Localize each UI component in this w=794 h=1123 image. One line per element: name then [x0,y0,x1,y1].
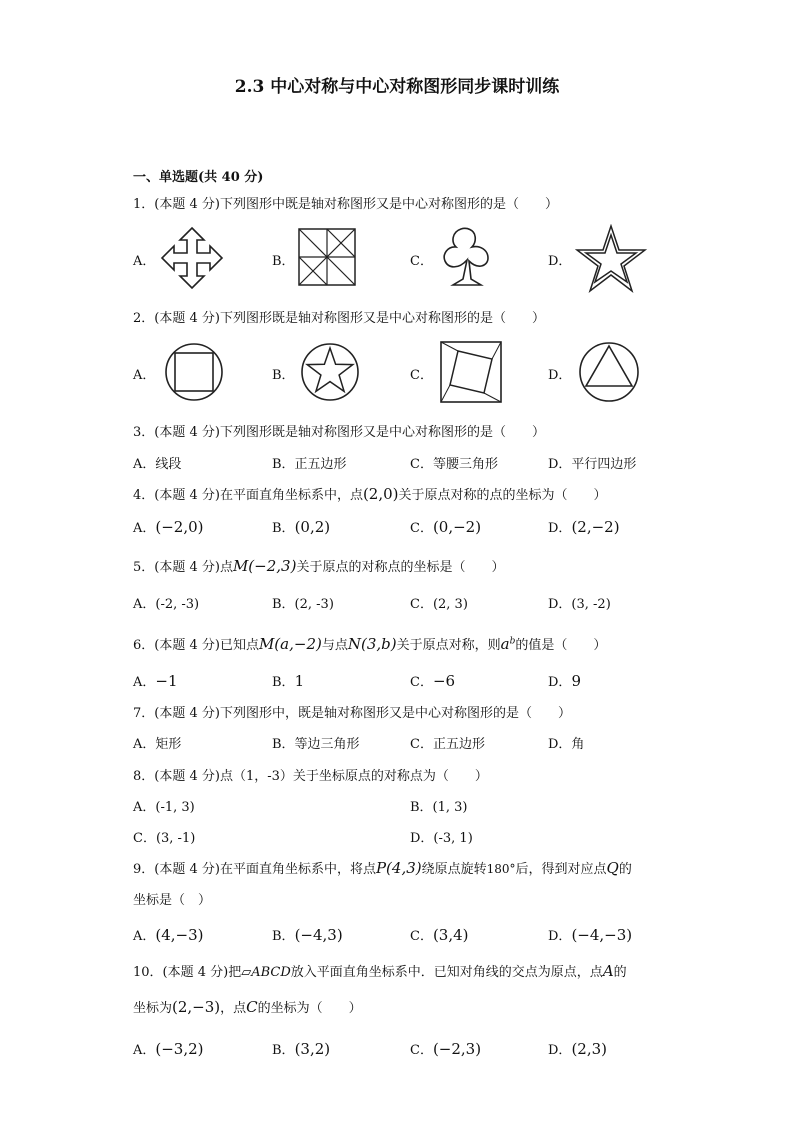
q9-q: Q [606,859,619,877]
q9-mid: 绕原点旋转 [421,862,487,877]
question-4-stem [133,484,607,503]
q10-option-d[interactable] [548,1039,607,1058]
q4-option-b[interactable] [272,517,330,536]
question-10-stem-line2 [133,997,362,1016]
question-3-stem: 3．(本题 4 分)下列图形既是轴对称图形又是中心对称图形的是（ ） [133,425,545,440]
q4-stem-pre: 4．(本题 4 分)在平面直角坐标系中，点 [133,488,363,503]
q2-option-d-label[interactable]: D． [548,368,572,383]
q10-coord: (2,−3) [172,998,221,1016]
q10-a: A [602,962,614,980]
option-value: (−4,3) [294,926,343,944]
q1-option-d-label[interactable]: D． [548,254,572,269]
q5-option-d[interactable]: D．(3, -2) [548,597,611,612]
q6-n-point: N(3,b) [347,635,397,653]
q6-option-c[interactable] [410,671,455,690]
q9-option-a[interactable] [133,925,204,944]
option-label: D． [548,929,572,944]
q8-option-d[interactable]: D．(-3, 1) [410,831,473,846]
option-value: −6 [432,672,456,690]
q4-option-c[interactable] [410,517,481,536]
q10-line2-post: 的坐标为（ ） [257,1001,362,1016]
q1-option-a-label[interactable]: A． [133,254,156,269]
club-icon [436,224,498,288]
q2-option-b-label[interactable]: B． [272,368,295,383]
q3-option-b[interactable]: B．正五边形 [272,457,347,472]
question-2-stem: 2．(本题 4 分)下列图形既是轴对称图形又是中心对称图形的是（ ） [133,311,545,326]
q10-stem-pre: 10．(本题 4 分)把 [133,965,242,980]
q1-option-b-label[interactable]: B． [272,254,295,269]
q4-option-a[interactable] [133,517,204,536]
q8-option-a[interactable]: A．(-1, 3) [133,800,195,815]
q5-stem-post: 关于原点的对称点的坐标是（ ） [296,560,505,575]
q7-option-d[interactable]: D．角 [548,737,585,752]
option-value: −1 [155,672,178,690]
q9-stem-pre: 9．(本题 4 分)在平面直角坐标系中，将点 [133,862,376,877]
q2-option-c-label[interactable]: C． [410,368,433,383]
question-9-stem-line2: 坐标是（ ） [133,893,212,908]
option-value: (3,2) [294,1040,331,1058]
four-arrow-cross-icon [160,226,224,290]
q7-option-c[interactable]: C．正五边形 [410,737,485,752]
option-value: (3,4) [432,926,469,944]
q10-option-c[interactable] [410,1039,481,1058]
option-label: B． [272,1043,295,1058]
q4-option-d[interactable] [548,517,620,536]
q10-line2-pre: 坐标为 [133,1001,173,1016]
option-value: 9 [571,672,581,690]
option-label: D． [548,521,572,536]
option-label: D． [548,675,572,690]
option-value: (−2,0) [155,518,204,536]
q1-option-c-label[interactable]: C． [410,254,433,269]
q4-stem-post: 关于原点对称的点的坐标为（ ） [398,488,607,503]
q10-stem-post: 的 [613,965,627,980]
option-label: C． [410,521,433,536]
q3-option-d[interactable]: D．平行四边形 [548,457,637,472]
option-label: A． [133,929,156,944]
q9-stem-post: 的 [618,862,632,877]
q5-option-c[interactable]: C．(2, 3) [410,597,468,612]
q3-option-a[interactable]: A．线段 [133,457,182,472]
q10-option-a[interactable] [133,1039,204,1058]
q10-option-b[interactable] [272,1039,330,1058]
option-value: (4,−3) [155,926,204,944]
q10-line2-mid: ，点 [220,1001,247,1016]
question-1-stem: 1．(本题 4 分)下列图形中既是轴对称图形又是中心对称图形的是（ ） [133,197,558,212]
option-label: B． [272,675,295,690]
rotated-square-in-square-icon [440,341,502,403]
q9-option-c[interactable] [410,925,469,944]
question-9-stem [133,858,632,877]
square-in-circle-icon [164,342,224,402]
q6-option-b[interactable] [272,671,304,690]
q9-point: P(4,3) [375,859,422,877]
q6-stem-pre: 6．(本题 4 分)已知点 [133,638,259,653]
q7-option-b[interactable]: B．等边三角形 [272,737,360,752]
question-6-stem [133,634,606,653]
q9-angle: 180° [486,862,516,876]
q6-option-a[interactable] [133,671,178,690]
q6-mid2: 关于原点对称，则 [396,638,501,653]
option-value: (−3,2) [155,1040,204,1058]
q5-option-a[interactable]: A．(-2, -3) [133,597,200,612]
question-7-stem: 7．(本题 4 分)下列图形中，既是轴对称图形又是中心对称图形的是（ ） [133,706,571,721]
q6-exponent: b [509,636,516,647]
q5-option-b[interactable]: B．(2, -3) [272,597,334,612]
q10-shape: ▱ABCD [241,965,291,980]
q2-option-a-label[interactable]: A． [133,368,156,383]
q5-stem-pre: 5．(本题 4 分)点 [133,560,233,575]
q9-option-d[interactable] [548,925,632,944]
option-label: A． [133,521,156,536]
question-8-stem: 8．(本题 4 分)点（1，-3）关于坐标原点的对称点为（ ） [133,769,488,784]
q8-option-c[interactable]: C．(3, -1) [133,831,196,846]
q7-option-a[interactable]: A．矩形 [133,737,182,752]
q6-base: a [500,635,510,653]
q6-option-d[interactable] [548,671,581,690]
option-label: C． [410,1043,433,1058]
section-heading: 一、单选题(共 40 分) [133,170,264,185]
q6-m-point: M(a,−2) [258,635,322,653]
option-value: (−4,−3) [571,926,633,944]
q8-option-b[interactable]: B．(1, 3) [410,800,468,815]
q10-mid: 放入平面直角坐标系中．已知对角线的交点为原点，点 [290,965,603,980]
option-label: C． [410,929,433,944]
option-value: (0,2) [294,518,331,536]
option-value: (−2,3) [432,1040,482,1058]
option-label: B． [272,929,295,944]
option-value: (2,−2) [571,518,620,536]
q6-stem-post: 的值是（ ） [515,638,607,653]
triangle-in-circle-icon [578,341,640,403]
option-label: A． [133,1043,156,1058]
q4-point: (2,0) [362,485,399,503]
star-in-circle-icon [300,342,360,402]
option-label: C． [410,675,433,690]
option-value: (0,−2) [432,518,482,536]
page-title: 2.3 中心对称与中心对称图形同步课时训练 [234,77,560,97]
q9-option-b[interactable] [272,925,343,944]
option-value: (2,3) [571,1040,607,1058]
double-star-icon [575,224,647,294]
q5-point: M(−2,3) [232,557,297,575]
option-value: 1 [294,672,305,690]
option-label: D． [548,1043,572,1058]
question-5-stem [133,556,504,575]
option-label: A． [133,675,156,690]
question-10-stem [133,961,627,980]
q3-option-c[interactable]: C．等腰三角形 [410,457,498,472]
q10-c: C [246,998,258,1016]
q6-mid: 与点 [321,638,348,653]
q9-mid2: 后，得到对应点 [515,862,607,877]
pinwheel-icon [298,228,356,286]
option-label: B． [272,521,295,536]
